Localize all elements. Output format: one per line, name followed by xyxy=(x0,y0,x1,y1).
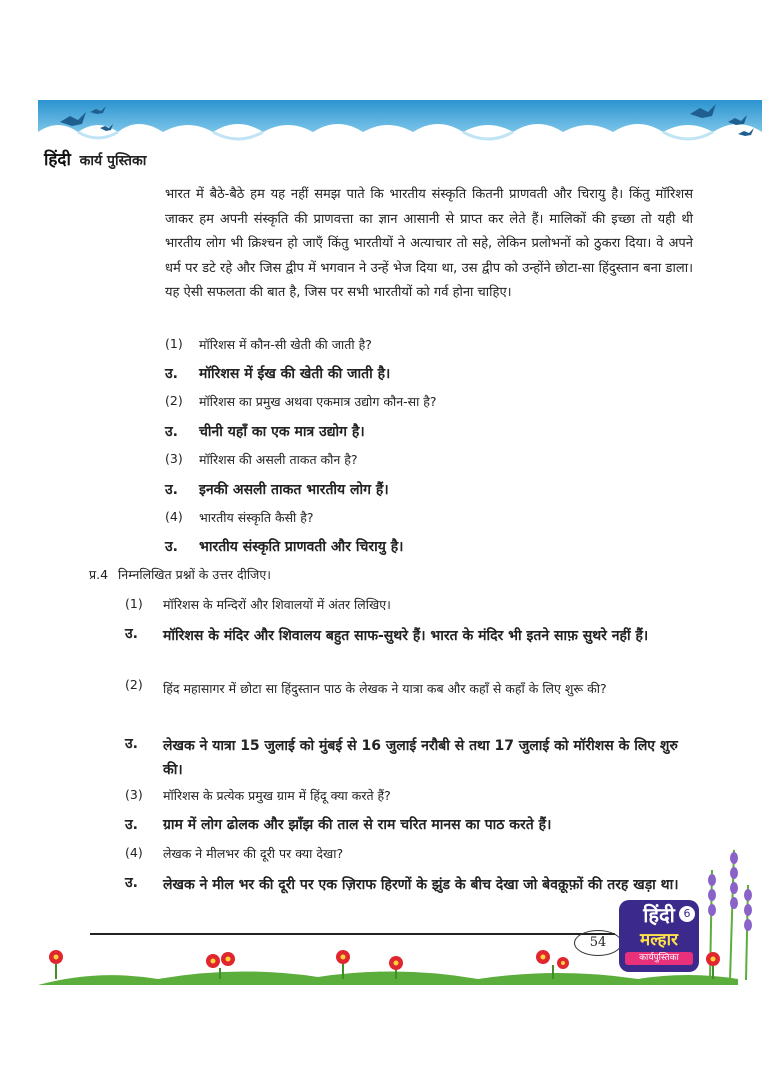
answer-text: लेखक ने मील भर की दूरी पर एक ज़िराफ हिरणों के झुंड के बीच देखा जो बेवक़ूफ़ों की तरह खड़ा था। xyxy=(163,877,679,893)
question-number: (4) xyxy=(165,509,183,524)
brand-name: मल्हार xyxy=(640,930,678,950)
question-number: (1) xyxy=(165,336,183,351)
question-number: (3) xyxy=(125,787,143,802)
question-text: भारतीय संस्कृति कैसी है? xyxy=(199,510,314,525)
brand-title: हिंदी xyxy=(643,903,675,927)
answer-text: मॉरिशस में ईख की खेती की जाती है। xyxy=(199,366,391,382)
answer-label: उ. xyxy=(165,424,178,440)
answer-label: उ. xyxy=(165,539,178,555)
answer-text: इनकी असली ताकत भारतीय लोग हैं। xyxy=(199,482,389,498)
answer-label: उ. xyxy=(125,817,138,833)
question-text: लेखक ने मीलभर की दूरी पर क्या देखा? xyxy=(163,846,344,861)
question-text: मॉरिशस में कौन-सी खेती की जाती है? xyxy=(199,337,372,352)
hindi-logo: हिंदी xyxy=(44,150,71,170)
answer-label: उ. xyxy=(125,626,138,642)
brand-subtitle: कार्यपुस्तिका xyxy=(625,952,693,965)
section-heading xyxy=(89,566,271,583)
workbook-header xyxy=(44,147,146,170)
grade-badge: 6 xyxy=(679,906,695,922)
question-text: मॉरिशस की असली ताकत कौन है? xyxy=(199,452,358,467)
section-label: प्र.4 xyxy=(89,567,109,582)
sky-banner xyxy=(38,100,762,155)
question-text: मॉरिशस के मन्दिरों और शिवालयों में अंतर लिखिए। xyxy=(163,597,391,612)
page-number: 54 xyxy=(574,930,622,956)
answer-text: मॉरिशस के मंदिर और शिवालय बहुत साफ-सुथरे हैं। भारत के मंदिर भी इतने साफ़ सुथरे नहीं हैं। xyxy=(163,628,649,644)
answer-text: भारतीय संस्कृति प्राणवती और चिरायु है। xyxy=(199,539,404,555)
question-number: (2) xyxy=(125,677,143,692)
answer-label: उ. xyxy=(125,736,138,752)
reading-passage: भारत में बैठे-बैठे हम यह नहीं समझ पाते कि भारतीय संस्कृति कितनी प्राणवती और चिरायु है। किंतु मॉरिशस जाकर हम अपनी संस्कृति की प्राणवत्ता का ज्ञान आसानी से प्राप्त कर लेते हैं। मालिकों की इच्छा तो यही थी भारतीय लोग भी क्रिश्चन हो जाएँ किंतु भारतीयों ने अत्याचार तो सहे, लेकिन प्रलोभनों को ठुकरा दिया। वे अपने धर्म पर डटे रहे और जिस द्वीप में भगवान ने उन्हें भेज दिया था, उस द्वीप को उन्होंने छोटा-सा हिंदुस्तान बना डाला। यह ऐसी सफलता की बात है, जिस पर सभी भारतीयों को गर्व होना चाहिए। xyxy=(165,187,693,300)
brand-logo xyxy=(619,900,699,972)
question-text: मॉरिशस का प्रमुख अथवा एकमात्र उद्योग कौन-सा है? xyxy=(199,394,437,409)
answer-text: लेखक ने यात्रा 15 जुलाई को मुंबई से 16 जुलाई नरौबी से तथा 17 जुलाई को मॉरीशस के लिए शुरु की। xyxy=(163,738,678,778)
section-title: निम्नलिखित प्रश्नों के उत्तर दीजिए। xyxy=(118,567,271,582)
question-text: मॉरिशस के प्रत्येक प्रमुख ग्राम में हिंदू क्या करते हैं? xyxy=(163,788,391,803)
question-text: हिंद महासागर में छोटा सा हिंदुस्तान पाठ के लेखक ने यात्रा कब और कहाँ से कहाँ के लिए शुरू की? xyxy=(163,681,607,696)
answer-text: ग्राम में लोग ढोलक और झाँझ की ताल से राम चरित मानस का पाठ करते हैं। xyxy=(163,817,552,833)
workbook-subtitle: कार्य पुस्तिका xyxy=(79,153,147,169)
answer-label: उ. xyxy=(125,875,138,891)
question-number: (2) xyxy=(165,393,183,408)
answer-text: चीनी यहाँ का एक मात्र उद्योग है। xyxy=(199,424,365,440)
question-number: (4) xyxy=(125,845,143,860)
answer-label: उ. xyxy=(165,482,178,498)
question-number: (1) xyxy=(125,596,143,611)
answer-label: उ. xyxy=(165,366,178,382)
question-number: (3) xyxy=(165,451,183,466)
